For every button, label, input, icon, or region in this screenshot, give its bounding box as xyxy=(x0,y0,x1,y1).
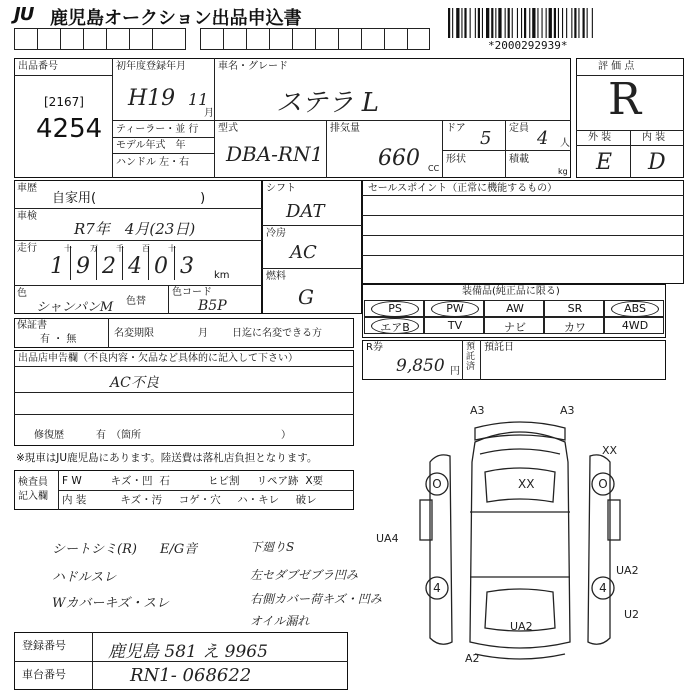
mileage-digit: 0 xyxy=(154,254,168,279)
note-line: 左セダブゼブラ凹み xyxy=(250,568,358,582)
equipment-cell xyxy=(544,317,604,334)
interior-label: 内 装 xyxy=(642,132,666,143)
equipment-cell xyxy=(424,317,484,334)
interior-value: D xyxy=(648,150,666,175)
equipment-item: PW xyxy=(446,302,464,315)
barcode-bar xyxy=(566,8,567,38)
repair-value: 有 （箇所 ） xyxy=(96,430,291,441)
mileage-scale-label: 百 xyxy=(142,244,150,253)
mileage-label: 走行 xyxy=(17,243,37,254)
barcode-bar xyxy=(491,8,493,38)
damage-mark: A2 xyxy=(465,652,480,665)
warranty-period-label: 名変期限 xyxy=(114,328,154,339)
score-value: R xyxy=(608,74,642,125)
mileage-scale-label: 十 xyxy=(64,244,72,253)
equipment-cell xyxy=(424,300,484,317)
barcode-bar xyxy=(461,8,462,38)
wheel-mark: O xyxy=(598,477,608,491)
equipment-cell xyxy=(364,317,424,334)
warranty-month-label: 月 xyxy=(198,328,208,339)
load-label: 積載 xyxy=(509,154,529,165)
fuel-value: G xyxy=(298,285,314,309)
equipment-cell xyxy=(364,300,424,317)
mileage-scale-label: 十 xyxy=(168,244,176,253)
color-change-label: 色替 xyxy=(126,296,146,307)
repair-label: 修復歴 xyxy=(34,430,64,441)
mileage-unit: km xyxy=(214,270,230,281)
note-line: E/G音 xyxy=(160,542,198,557)
note-line: 右側カバー荷キズ・凹み xyxy=(250,592,382,606)
plate-value: 鹿児島 581 え 9965 xyxy=(108,642,268,662)
declaration-note: AC不良 xyxy=(110,375,159,391)
type-value: DBA-RN1 xyxy=(226,142,324,166)
damage-mark: A3 xyxy=(470,404,485,417)
mileage-digit: 3 xyxy=(180,254,194,279)
recycle-date-label: 預託日 xyxy=(484,342,514,353)
equipment-item: ABS xyxy=(624,302,646,315)
recycle-label: R券 xyxy=(366,342,383,353)
ju-logo: JU xyxy=(14,4,34,25)
inspector-cell: キズ・汚 xyxy=(120,494,163,506)
registration-month: 11 xyxy=(188,90,209,109)
barcode-bar xyxy=(482,8,483,38)
inspector-cell: X要 xyxy=(305,475,324,487)
form-title: 鹿児島オークション出品申込書 xyxy=(50,8,302,29)
equipment-item: カワ xyxy=(564,321,586,334)
exterior-label: 外 装 xyxy=(588,132,612,143)
mileage-digit: 1 xyxy=(50,254,64,279)
equipment-circle-mark xyxy=(371,301,419,317)
recycle-deposit: 預託済 xyxy=(466,342,476,372)
color-value: シャンパンM xyxy=(36,300,114,315)
notice-text: ※現車はJU鹿児島にあります。陸送費は落札店負担となります。 xyxy=(16,452,318,464)
equipment-item: TV xyxy=(447,319,463,332)
barcode-bar xyxy=(562,8,563,38)
barcode-bar xyxy=(546,8,547,38)
barcode-bar xyxy=(486,8,489,38)
barcode-bar xyxy=(464,8,466,38)
color-code-label: 色コード xyxy=(172,287,212,298)
damage-mark: XX xyxy=(518,477,535,491)
barcode-bar xyxy=(554,8,556,38)
doors-label: ドア xyxy=(446,123,466,134)
inspector-cell: ハ・キレ xyxy=(237,494,280,506)
ac-value: AC xyxy=(290,242,317,263)
lot-sub-number: [2167] xyxy=(44,95,84,109)
barcode-bar xyxy=(495,8,496,38)
equipment-cell xyxy=(544,300,604,317)
equipment-cell xyxy=(604,317,664,334)
equipment-circle-mark xyxy=(611,301,659,317)
chassis-value: RN1- 068622 xyxy=(130,665,252,686)
barcode-bar xyxy=(512,8,513,38)
fuel-label: 燃料 xyxy=(266,271,286,282)
equipment-label: 装備品(純正品に限る) xyxy=(462,286,560,297)
equipment-item: PS xyxy=(388,302,402,315)
barcode xyxy=(448,8,678,50)
note-line: オイル漏れ xyxy=(250,614,310,628)
model-year-label: モデル年式 年 xyxy=(116,140,186,151)
displacement-unit: CC xyxy=(428,164,440,173)
inspector-cell: 破レ xyxy=(295,494,317,506)
shape-label: 形状 xyxy=(446,154,466,165)
displacement-label: 排気量 xyxy=(330,123,360,134)
barcode-bar xyxy=(537,8,538,38)
barcode-bar xyxy=(549,8,552,38)
usage-value: 自家用( ) xyxy=(52,191,206,206)
declaration-label: 出品店申告欄（不良内容・欠品など具体的に記入して下さい） xyxy=(18,353,298,364)
model-label: 車名・グレード xyxy=(218,61,288,72)
handle-label: ハンドル 左・右 xyxy=(116,157,190,168)
equipment-circle-mark xyxy=(371,318,419,334)
damage-mark: A3 xyxy=(560,404,575,417)
lot-label: 出品番号 xyxy=(18,61,58,72)
equipment-item: SR xyxy=(567,302,583,315)
mileage-digit: 9 xyxy=(76,254,90,279)
inspector-cell: キズ・凹 xyxy=(110,475,153,487)
barcode-bar xyxy=(529,8,530,38)
wheel-mark: O xyxy=(432,477,442,491)
equipment-item: エアB xyxy=(380,321,410,334)
barcode-bar xyxy=(470,8,471,38)
ac-label: 冷房 xyxy=(266,228,286,239)
equipment-item: 4WD xyxy=(621,319,649,332)
barcode-bar xyxy=(532,8,535,38)
capacity-value: 4 xyxy=(537,128,549,149)
equipment-cell xyxy=(484,300,544,317)
inspector-cell: 石 xyxy=(159,475,170,487)
mileage-scale-label: 万 xyxy=(90,244,98,253)
barcode-bar xyxy=(508,8,510,38)
note-line: Wカバーキズ・スレ xyxy=(52,596,170,611)
car-diagram xyxy=(370,392,690,672)
damage-mark: UA2 xyxy=(510,620,533,633)
shift-label: シフト xyxy=(266,183,296,194)
barcode-bar xyxy=(574,8,576,38)
inspector-cell: 内 装 xyxy=(62,494,87,506)
mileage-scale-label: 千 xyxy=(116,244,124,253)
barcode-bar xyxy=(505,8,506,38)
model-value: ステラ L xyxy=(276,88,380,118)
inspector-label: 検査員記入欄 xyxy=(18,477,48,502)
header xyxy=(14,4,434,29)
exterior-value: E xyxy=(596,150,613,175)
barcode-bar xyxy=(498,8,501,38)
barcode-bar xyxy=(452,8,453,38)
barcode-bar xyxy=(524,8,526,38)
score-label: 評 価 点 xyxy=(598,61,635,72)
dealer-label: ティーラー・並 行 xyxy=(116,124,199,135)
warranty-note: 日迄に名変できる方 xyxy=(232,328,322,339)
sales-point-label: セールスポイント（正常に機能するもの） xyxy=(368,183,558,194)
mileage-digit: 4 xyxy=(128,254,142,279)
doors-value: 5 xyxy=(480,128,492,149)
registration-month-suffix: 月 xyxy=(204,108,214,119)
capacity-unit: 人 xyxy=(560,138,570,149)
barcode-bar xyxy=(456,8,459,38)
barcode-bar xyxy=(587,8,588,38)
damage-mark: U2 xyxy=(624,608,640,621)
equipment-cell xyxy=(484,317,544,334)
equipment-circle-mark xyxy=(431,301,479,317)
inspector-cell: リペア跡 xyxy=(256,475,299,487)
color-code: B5P xyxy=(198,298,227,314)
usage-label: 車歴 xyxy=(17,183,37,194)
equipment-item: AW xyxy=(506,302,524,315)
plate-label: 登録番号 xyxy=(22,639,66,652)
barcode-bar xyxy=(521,8,522,38)
note-line: 下廻りS xyxy=(250,540,295,554)
note-line: シートシミ(R) xyxy=(52,542,137,557)
capacity-label: 定員 xyxy=(509,123,529,134)
barcode-bar xyxy=(571,8,572,38)
barcode-bar xyxy=(592,8,593,38)
type-label: 型式 xyxy=(218,123,238,134)
barcode-bar xyxy=(542,8,543,38)
barcode-bar xyxy=(517,8,518,38)
equipment-item: ナビ xyxy=(504,321,526,334)
inspection-value: R7年 4月(23日) xyxy=(74,220,196,238)
registration-year: H19 xyxy=(128,86,176,111)
wheel-mark: 4 xyxy=(599,581,607,595)
inspector-cell: コゲ・穴 xyxy=(178,494,221,506)
note-line: ハドルスレ xyxy=(52,570,117,585)
damage-mark: UA2 xyxy=(616,564,639,577)
load-unit: kg xyxy=(558,167,568,176)
barcode-bar xyxy=(578,8,579,38)
inspector-cell: F W xyxy=(62,475,82,487)
registration-label: 初年度登録年月 xyxy=(116,61,186,72)
barcode-bar xyxy=(475,8,476,38)
barcode-bars xyxy=(448,8,678,40)
barcode-bar xyxy=(558,8,559,38)
color-label: 色 xyxy=(17,288,27,299)
barcode-text: *2000292939* xyxy=(488,39,568,52)
inspection-label: 車検 xyxy=(17,211,37,222)
barcode-bar xyxy=(478,8,480,38)
damage-mark: UA4 xyxy=(376,532,399,545)
barcode-bar xyxy=(448,8,450,38)
lot-number: 4254 xyxy=(36,114,103,144)
shift-value: DAT xyxy=(286,201,325,222)
wheel-mark: 4 xyxy=(433,581,441,595)
displacement-value: 660 xyxy=(378,146,420,171)
equipment-cell xyxy=(604,300,664,317)
warranty-label: 保証書 xyxy=(17,320,47,331)
warranty-presence: 有 ・ 無 xyxy=(40,334,77,345)
mileage-digit: 2 xyxy=(102,254,116,279)
recycle-value: 9,850 xyxy=(396,356,445,376)
inspector-cell: ヒビ割 xyxy=(208,475,240,487)
damage-mark: XX xyxy=(602,444,618,457)
chassis-label: 車台番号 xyxy=(22,668,66,681)
barcode-bar xyxy=(583,8,585,38)
recycle-unit: 円 xyxy=(450,366,460,377)
